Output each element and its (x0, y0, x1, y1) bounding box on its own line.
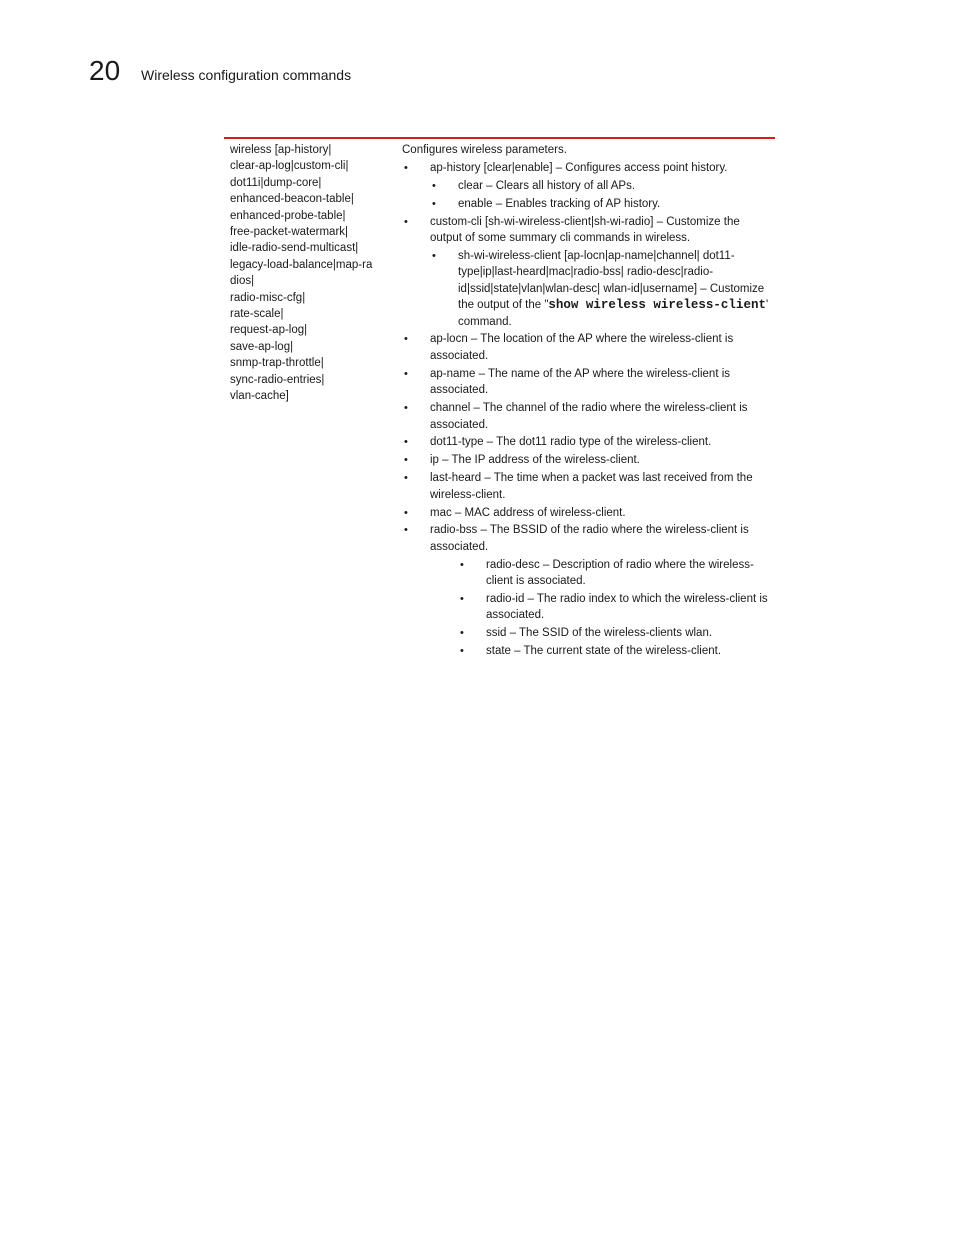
bullet-icon: • (460, 558, 464, 571)
list-item (402, 625, 772, 641)
command-syntax-segment: snmp-trap-throttle| (230, 357, 324, 370)
list-item-text: ap-history [clear|enable] – Configures access point history. (430, 161, 728, 174)
list-item (402, 643, 772, 659)
list-item-text: ssid – The SSID of the wireless-clients wlan. (486, 627, 713, 640)
inline-code: show wireless wireless-client (548, 298, 766, 313)
list-item-text (458, 248, 772, 330)
command-syntax-segment: dot11i|dump-core| (230, 176, 322, 189)
chapter-title: Wireless configuration commands (141, 67, 352, 83)
list-item (402, 214, 772, 247)
list-item (402, 248, 772, 330)
command-syntax-segment: dios| (230, 275, 255, 288)
list-item (402, 366, 772, 399)
bullet-icon: • (404, 402, 408, 415)
list-item-text: ip – The IP address of the wireless-client. (430, 454, 640, 467)
list-item-text: last-heard – The time when a packet was last received from the wireless-client. (430, 472, 753, 501)
command-syntax-segment: radio-misc-cfg| (230, 291, 306, 304)
list-item-text: radio-id – The radio index to which the wireless-client is associated. (486, 593, 768, 622)
bullet-icon: • (432, 179, 436, 192)
command-table (224, 137, 775, 658)
text-after-code: ' command. (458, 299, 769, 328)
bullet-icon: • (404, 506, 408, 519)
command-syntax-segment: legacy-load-balance|map-ra (230, 258, 373, 271)
command-syntax-segment: save-ap-log| (230, 340, 294, 353)
bullet-icon: • (432, 249, 436, 262)
bullet-icon: • (460, 593, 464, 606)
description-list (402, 160, 772, 660)
bullet-icon: • (404, 472, 408, 485)
list-item-text: radio-bss – The BSSID of the radio where the wireless-client is associated. (430, 524, 749, 553)
command-syntax-segment: sync-radio-entries| (230, 373, 325, 386)
bullet-icon: • (432, 197, 436, 210)
list-item-text: enable – Enables tracking of AP history. (458, 197, 661, 210)
command-syntax-segment: wireless [ap-history| (230, 144, 332, 156)
command-syntax-segment: enhanced-probe-table| (230, 209, 346, 222)
list-item (402, 557, 772, 590)
command-syntax-segment: vlan-cache] (230, 390, 289, 403)
list-item (402, 470, 772, 503)
list-item-text: ap-name – The name of the AP where the wireless-client is associated. (430, 367, 731, 397)
command-syntax-cell (230, 142, 396, 405)
bullet-icon: • (404, 524, 408, 537)
bullet-icon: • (404, 333, 408, 346)
bullet-icon: • (404, 454, 408, 467)
list-item (402, 591, 772, 624)
list-item-text: state – The current state of the wireless-client. (486, 645, 722, 658)
list-item-text: custom-cli [sh-wi-wireless-client|sh-wi-radio] – Customize the output of some summary cli commands in wireless. (430, 215, 740, 245)
bullet-icon: • (404, 215, 408, 228)
list-item (402, 331, 772, 364)
list-item (402, 178, 772, 194)
list-item (402, 160, 772, 176)
description-intro: Configures wireless parameters. (402, 144, 567, 156)
list-item-text: ap-locn – The location of the AP where the wireless-client is associated. (430, 333, 734, 362)
command-syntax-segment: request-ap-log| (230, 324, 308, 337)
list-item-text: clear – Clears all history of all APs. (458, 179, 636, 192)
list-item (402, 400, 772, 433)
bullet-icon: • (404, 367, 408, 380)
list-item (402, 434, 772, 450)
bullet-icon: • (460, 645, 464, 658)
command-syntax-segment: free-packet-watermark| (230, 226, 349, 239)
command-syntax-segment: idle-radio-send-multicast| (230, 242, 359, 255)
command-syntax-segment: clear-ap-log|custom-cli| (230, 160, 349, 173)
bullet-icon: • (404, 161, 408, 174)
command-syntax-segment: enhanced-beacon-table| (230, 193, 354, 206)
list-item (402, 522, 772, 555)
command-syntax-segment: rate-scale| (230, 308, 284, 321)
list-item (402, 505, 772, 521)
text-before-code: sh-wi-wireless-client [ap-locn|ap-name|channel| dot11-type|ip|last-heard|mac|radio-bss| radio-desc|radio-id|ssid|state|vlan|wlan-desc| wlan-id|username] – Customize the output of the " (458, 249, 765, 312)
chapter-number: 20 (89, 55, 121, 86)
list-item-text: dot11-type – The dot11 radio type of the wireless-client. (430, 436, 712, 449)
bullet-icon: • (460, 627, 464, 640)
bullet-icon: • (404, 436, 408, 449)
command-description-cell (402, 142, 772, 661)
list-item-text: channel – The channel of the radio where the wireless-client is associated. (430, 402, 748, 431)
list-item (402, 452, 772, 468)
list-item (402, 196, 772, 212)
list-item-text: mac – MAC address of wireless-client. (430, 506, 626, 519)
list-item-text: radio-desc – Description of radio where the wireless-client is associated. (486, 558, 754, 588)
